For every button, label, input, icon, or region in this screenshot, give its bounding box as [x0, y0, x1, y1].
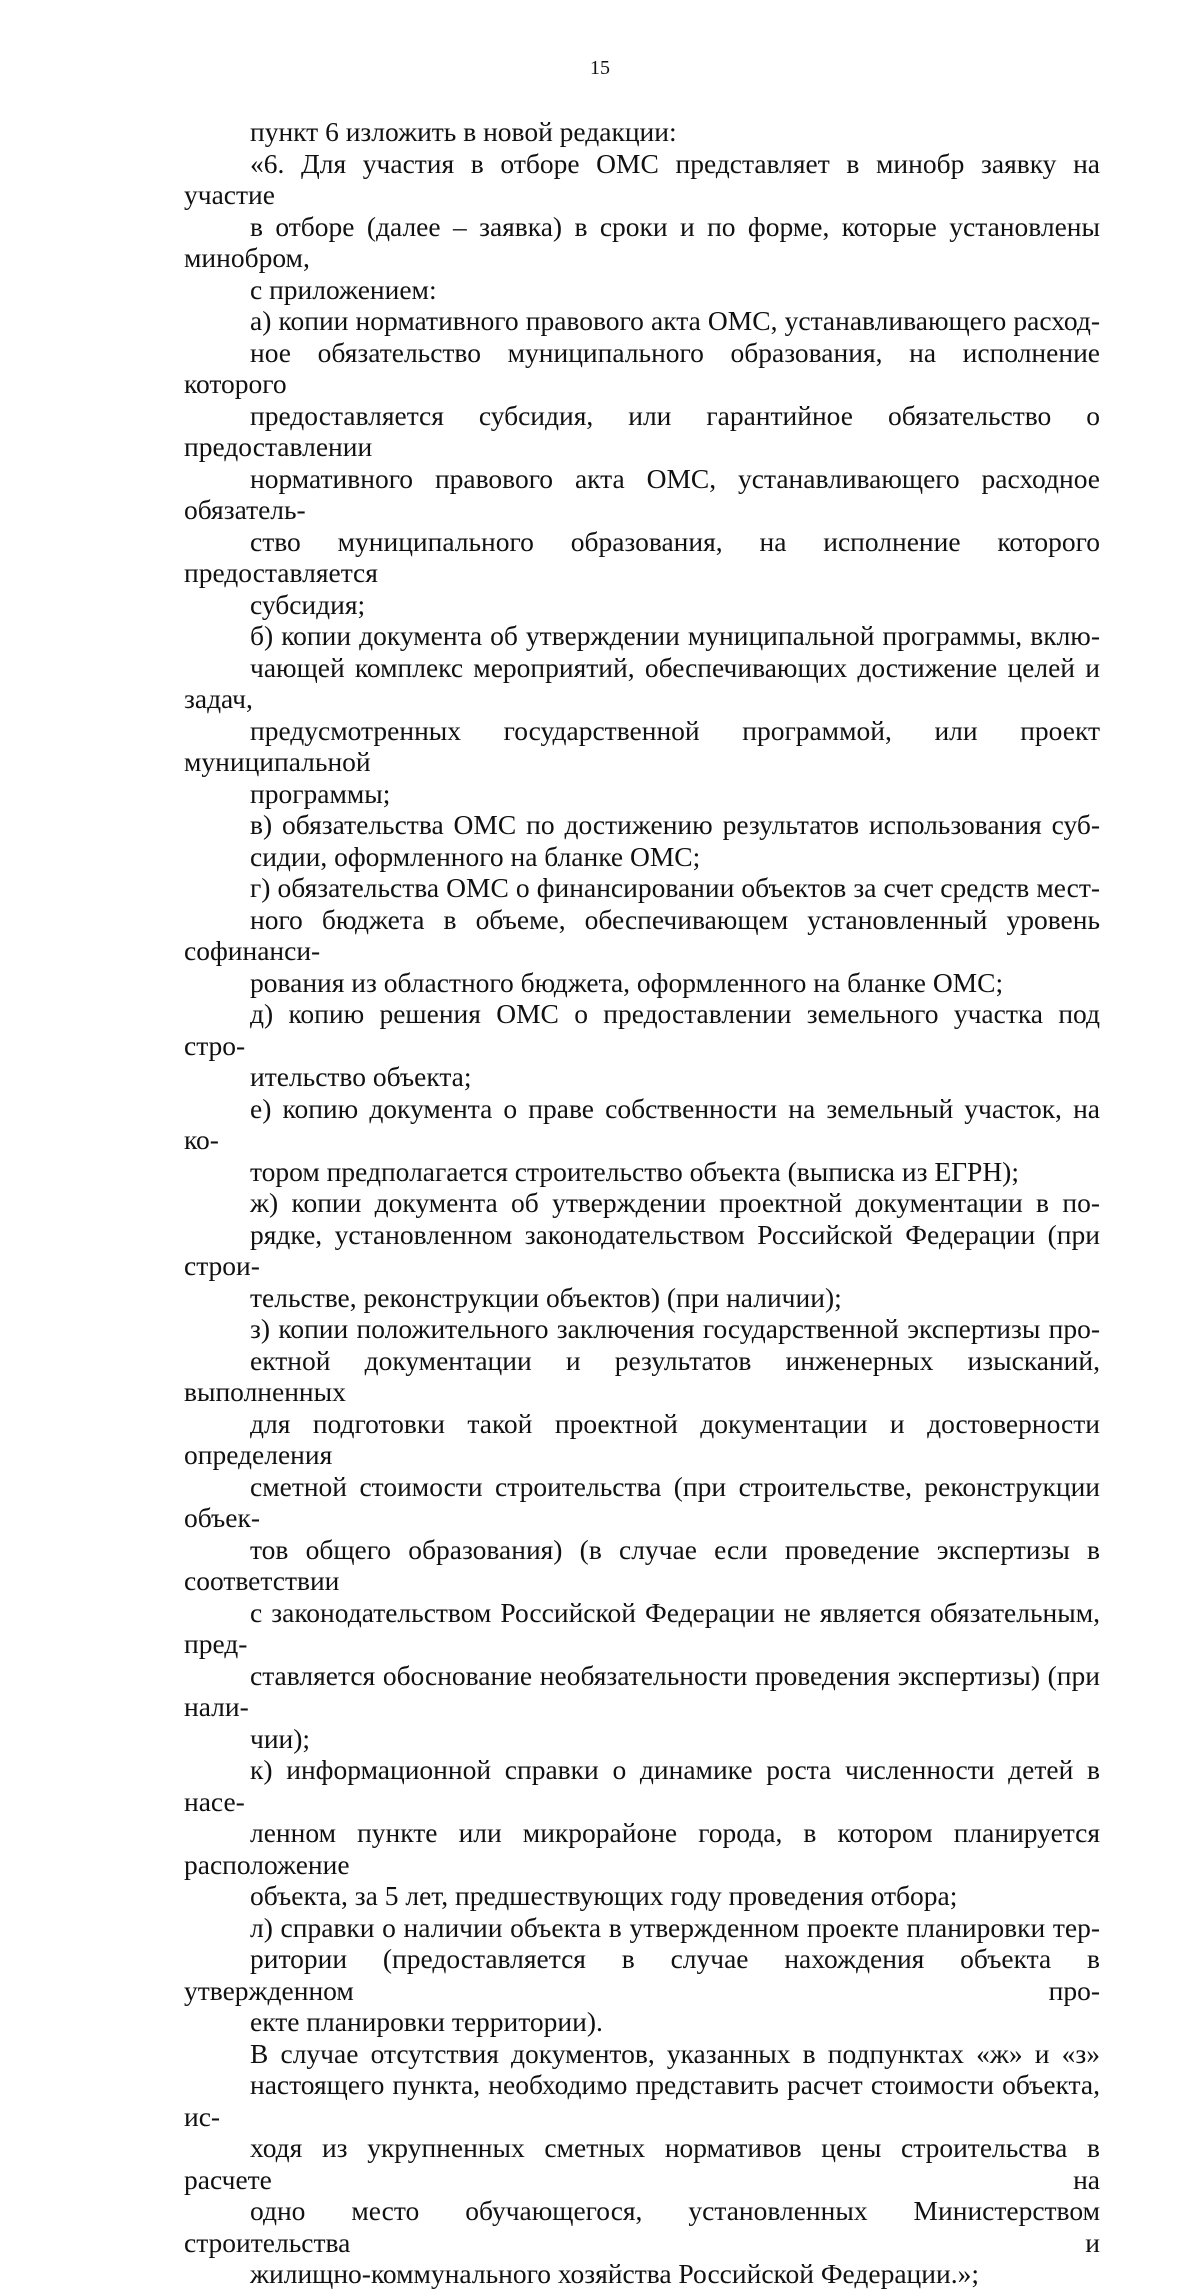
text-line: объекта, за 5 лет, предшествующих году проведения отбора; — [250, 1880, 958, 1911]
text-line: а) копии нормативного правового акта ОМС, устанавливающего расход- — [250, 305, 1100, 336]
paragraph-sub-b — [184, 620, 1100, 809]
text-line: ительство объекта; — [250, 1061, 472, 1092]
text-line: ж) копии документа об утверждении проектной документации в по- — [250, 1187, 1100, 1218]
text-line: «6. Для участия в отборе ОМС представляет в минобр заявку на участие — [184, 147, 1100, 210]
text-line: г) обязательства ОМС о финансировании объектов за счет средств мест- — [250, 872, 1100, 903]
text-line: программы; — [250, 777, 391, 809]
text-line: ставляется обоснование необязательности проведения экспертизы) (при нали- — [184, 1659, 1100, 1722]
paragraph-sub-k — [184, 1754, 1100, 1912]
text-line: л) справки о наличии объекта в утвержденном проекте планировки тер- — [250, 1911, 1100, 1943]
text-line: пункт 6 изложить в новой редакции: — [250, 116, 677, 147]
page-number: 15 — [590, 57, 610, 79]
text-line: з) копии положительного заключения государственной экспертизы про- — [250, 1313, 1100, 1344]
text-line: чии); — [250, 1722, 311, 1754]
text-line: ходя из укрупненных сметных нормативов цены строительства в расчете на — [184, 2132, 1100, 2195]
document-body — [184, 116, 1100, 2290]
text-line: сидии, оформленного на бланке ОМС; — [250, 840, 701, 872]
text-line: с законодательством Российской Федерации не является обязательным, пред- — [184, 1596, 1100, 1659]
text-line: тором предполагается строительство объекта (выписка из ЕГРН); — [250, 1155, 1019, 1187]
text-line: чающей комплекс мероприятий, обеспечивающих достижение целей и задач, — [184, 651, 1100, 714]
text-line: в отборе (далее – заявка) в сроки и по форме, которые установлены минобром, — [184, 210, 1100, 273]
text-line: екте планировки территории). — [250, 2006, 603, 2037]
text-line: предоставляется субсидия, или гарантийное обязательство о предоставлении — [184, 399, 1100, 462]
text-line: В случае отсутствия документов, указанных в подпунктах «ж» и «з» — [250, 2037, 1100, 2069]
text-line: рования из областного бюджета, оформленного на бланке ОМС; — [250, 966, 1004, 998]
text-line: ритории (предоставляется в случае нахождения объекта в утвержденном про- — [184, 1943, 1100, 2006]
text-line: жилищно-коммунального хозяйства Российской Федерации.»; — [250, 2258, 979, 2289]
text-line: субсидия; — [250, 588, 366, 620]
paragraph-sub-v — [184, 809, 1100, 872]
text-line: ного бюджета в объеме, обеспечивающем установленный уровень софинанси- — [184, 903, 1100, 966]
paragraph-sub-a — [184, 305, 1100, 620]
paragraph-closing — [184, 2038, 1100, 2290]
text-line: рядке, установленном законодательством Российской Федерации (при строи- — [184, 1218, 1100, 1281]
paragraph-sub-zh — [184, 1187, 1100, 1313]
text-line: в) обязательства ОМС по достижению результатов использования суб- — [250, 809, 1100, 840]
text-line: д) копию решения ОМС о предоставлении земельного участка под стро- — [184, 998, 1100, 1061]
text-line: для подготовки такой проектной документации и достоверности определения — [184, 1407, 1100, 1470]
text-line: нормативного правового акта ОМС, устанавливающего расходное обязатель- — [184, 462, 1100, 525]
text-line: сметной стоимости строительства (при строительстве, реконструкции объек- — [184, 1470, 1100, 1533]
paragraph-sub-g — [184, 872, 1100, 998]
text-line: с приложением: — [250, 273, 437, 305]
paragraph-sub-l — [184, 1912, 1100, 2038]
text-line: ство муниципального образования, на исполнение которого предоставляется — [184, 525, 1100, 588]
text-line: ектной документации и результатов инженерных изысканий, выполненных — [184, 1344, 1100, 1407]
text-line: тов общего образования) (в случае если проведение экспертизы в соответствии — [184, 1533, 1100, 1596]
text-line: ное обязательство муниципального образования, на исполнение которого — [184, 336, 1100, 399]
paragraph-intro — [184, 116, 1100, 148]
paragraph-sub-e — [184, 1093, 1100, 1188]
text-line: к) информационной справки о динамике роста численности детей в насе- — [184, 1754, 1100, 1817]
text-line: тельстве, реконструкции объектов) (при наличии); — [250, 1281, 842, 1313]
text-line: б) копии документа об утверждении муниципальной программы, вклю- — [250, 620, 1100, 651]
text-line: е) копию документа о праве собственности на земельный участок, на ко- — [184, 1092, 1100, 1155]
text-line: ленном пункте или микрорайоне города, в котором планируется расположение — [184, 1817, 1100, 1880]
paragraph-sub-d — [184, 998, 1100, 1093]
text-line: предусмотренных государственной программой, или проект муниципальной — [184, 714, 1100, 777]
text-line: настоящего пункта, необходимо представить расчет стоимости объекта, ис- — [184, 2069, 1100, 2132]
paragraph-sub-z — [184, 1313, 1100, 1754]
text-line: одно место обучающегося, установленных Министерством строительства и — [184, 2195, 1100, 2258]
paragraph-item-6 — [184, 148, 1100, 306]
